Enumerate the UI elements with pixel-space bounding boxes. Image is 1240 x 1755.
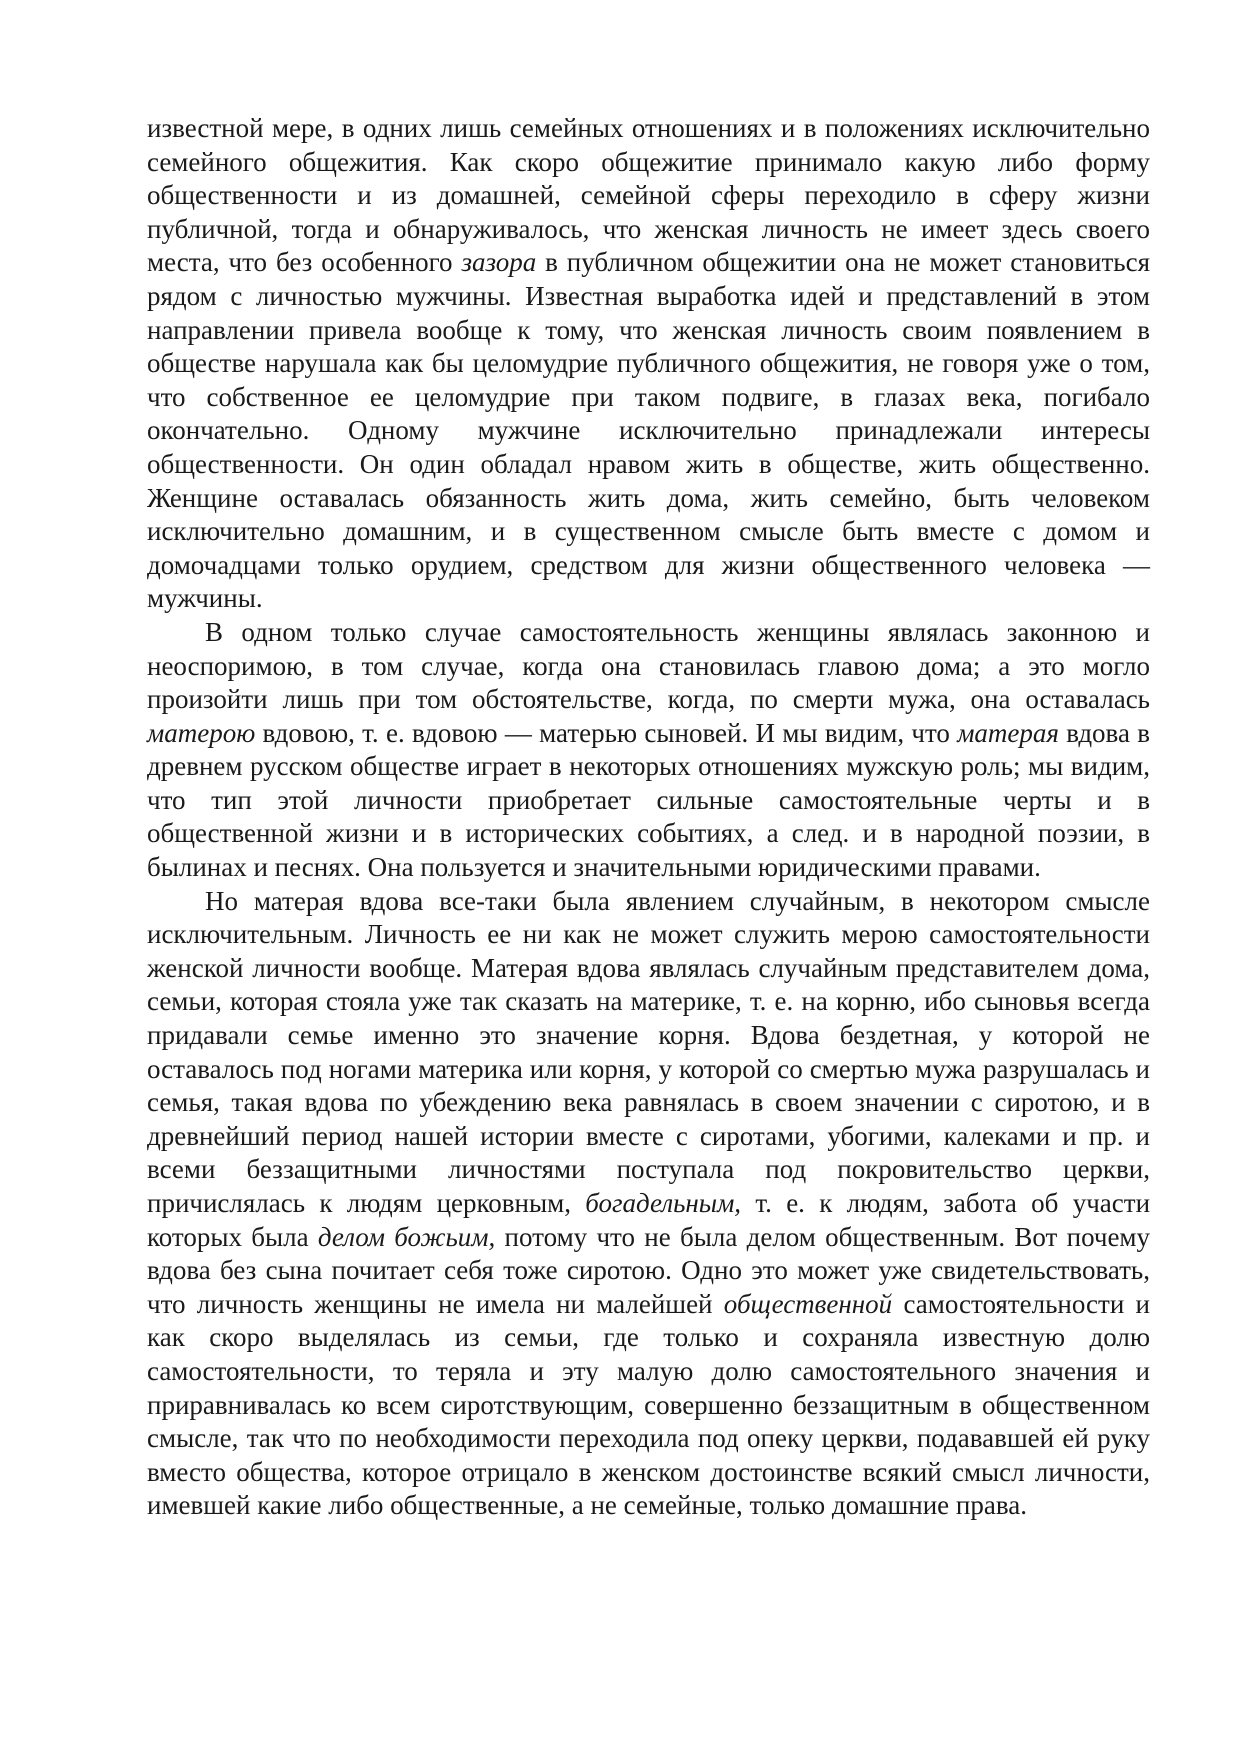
paragraph-3-emphasis-delom-bozhim: делом божьим,	[317, 1221, 496, 1252]
paragraph-3-emphasis-obshchestvennoy: общественной	[723, 1288, 893, 1319]
paragraph-2-emphasis-materoyu: матерою	[147, 717, 256, 748]
paragraph-2-text: В одном только случае самостоятельность женщины являлась законною и неоспоримою, в том случае, когда она становилась главою дома; а это могло произойти лишь при том обстоятельстве, когда, по смерти мужа, она оставалась	[147, 616, 1150, 715]
paragraph-3-text: Но матерая вдова все-таки была явлением случайным, в некотором смысле исключительным. Личность ее ни как не может служить мерою самостоятельности женской личности вообще. Матерая вдова являлась случайным представителем дома, семьи, которая стояла уже так сказать на материке, т. е. на корню, ибо сыновья всегда придавали семье именно это значение корня. Вдова бездетная, у которой не оставалось под ногами материка или корня, у которой со смертью мужа разрушалась и семья, такая вдова по убеждению века равнялась в своем значении с сиротою, и в древнейший период нашей истории вместе с сиротами, убогими, калеками и пр. и всеми беззащитными личностями поступала под покровительство церкви, причислялась к людям церковным,	[147, 885, 1150, 1218]
paragraph-1	[147, 112, 1150, 616]
paragraph-1-text: в публичном общежитии она не может становиться рядом с личностью мужчины. Известная выработка идей и представлений в этом направлении привела вообще к тому, что женская личность своим появлением в обществе нарушала как бы целомудрие публичного общежития, не говоря уже о том, что собственное ее целомудрие при таком подвиге, в глазах века, погибало окончательно. Одному мужчине исключительно принадлежали интересы общественности. Он один обладал нравом жить в обществе, жить общественно. Женщине оставалась обязанность жить дома, жить семейно, быть человеком исключительно домашним, и в существенном смысле быть вместе с домом и домочадцами только орудием, средством для жизни общественного человека — мужчины.	[147, 247, 1151, 614]
paragraph-3	[147, 885, 1150, 1523]
paragraph-3-text: потому что не была делом общественным. Вот почему вдова без сына почитает себя тоже сиротою. Одно это может уже свидетельствовать, что личность женщины не имела ни малейшей	[147, 1221, 1151, 1319]
paragraph-3-emphasis-bogadelnym: богадельным,	[585, 1188, 742, 1218]
paragraph-3-text: самостоятельности и как скоро выделялась из семьи, где только и сохраняла известную долю самостоятельности, то теряла и эту малую долю самостоятельного значения и приравнивалась ко всем сиротствующим, совершенно беззащитным в общественном смысле, так что по необходимости переходила под опеку церкви, подававшей ей руку вместо общества, которое отрицало в женском достоинстве всякий смысл личности, имевшей какие либо общественные, а не семейные, только домашние права.	[147, 1288, 1150, 1521]
paragraph-2	[147, 616, 1150, 885]
paragraph-1-text: известной мере, в одних лишь семейных отношениях и в положениях исключительно семейного общежития. Как скоро общежитие принимало какую либо форму общественности и из домашней, семейной сферы переходило в сферу жизни публичной, тогда и обнаруживалось, что женская личность не имеет здесь своего места, что без особенного	[147, 113, 1150, 278]
paragraph-1-emphasis-zazora: зазора	[461, 247, 537, 278]
paragraph-2-text: вдовою, т. е. вдовою — матерью сыновей. И мы видим, что	[255, 717, 958, 748]
paragraph-2-text: вдова в древнем русском обществе играет в некоторых отношениях мужскую роль; мы видим, что тип этой личности приобретает сильные самостоятельные черты и в общественной жизни и в исторических событиях, а след. и в народной поэзии, в былинах и песнях. Она пользуется и значительными юридическими правами.	[147, 717, 1150, 883]
paragraph-2-emphasis-materaya: матерая	[957, 717, 1059, 748]
document-page	[147, 112, 1150, 1523]
paragraph-3-text: т. е. к людям, забота об участи которых была	[147, 1188, 1151, 1252]
